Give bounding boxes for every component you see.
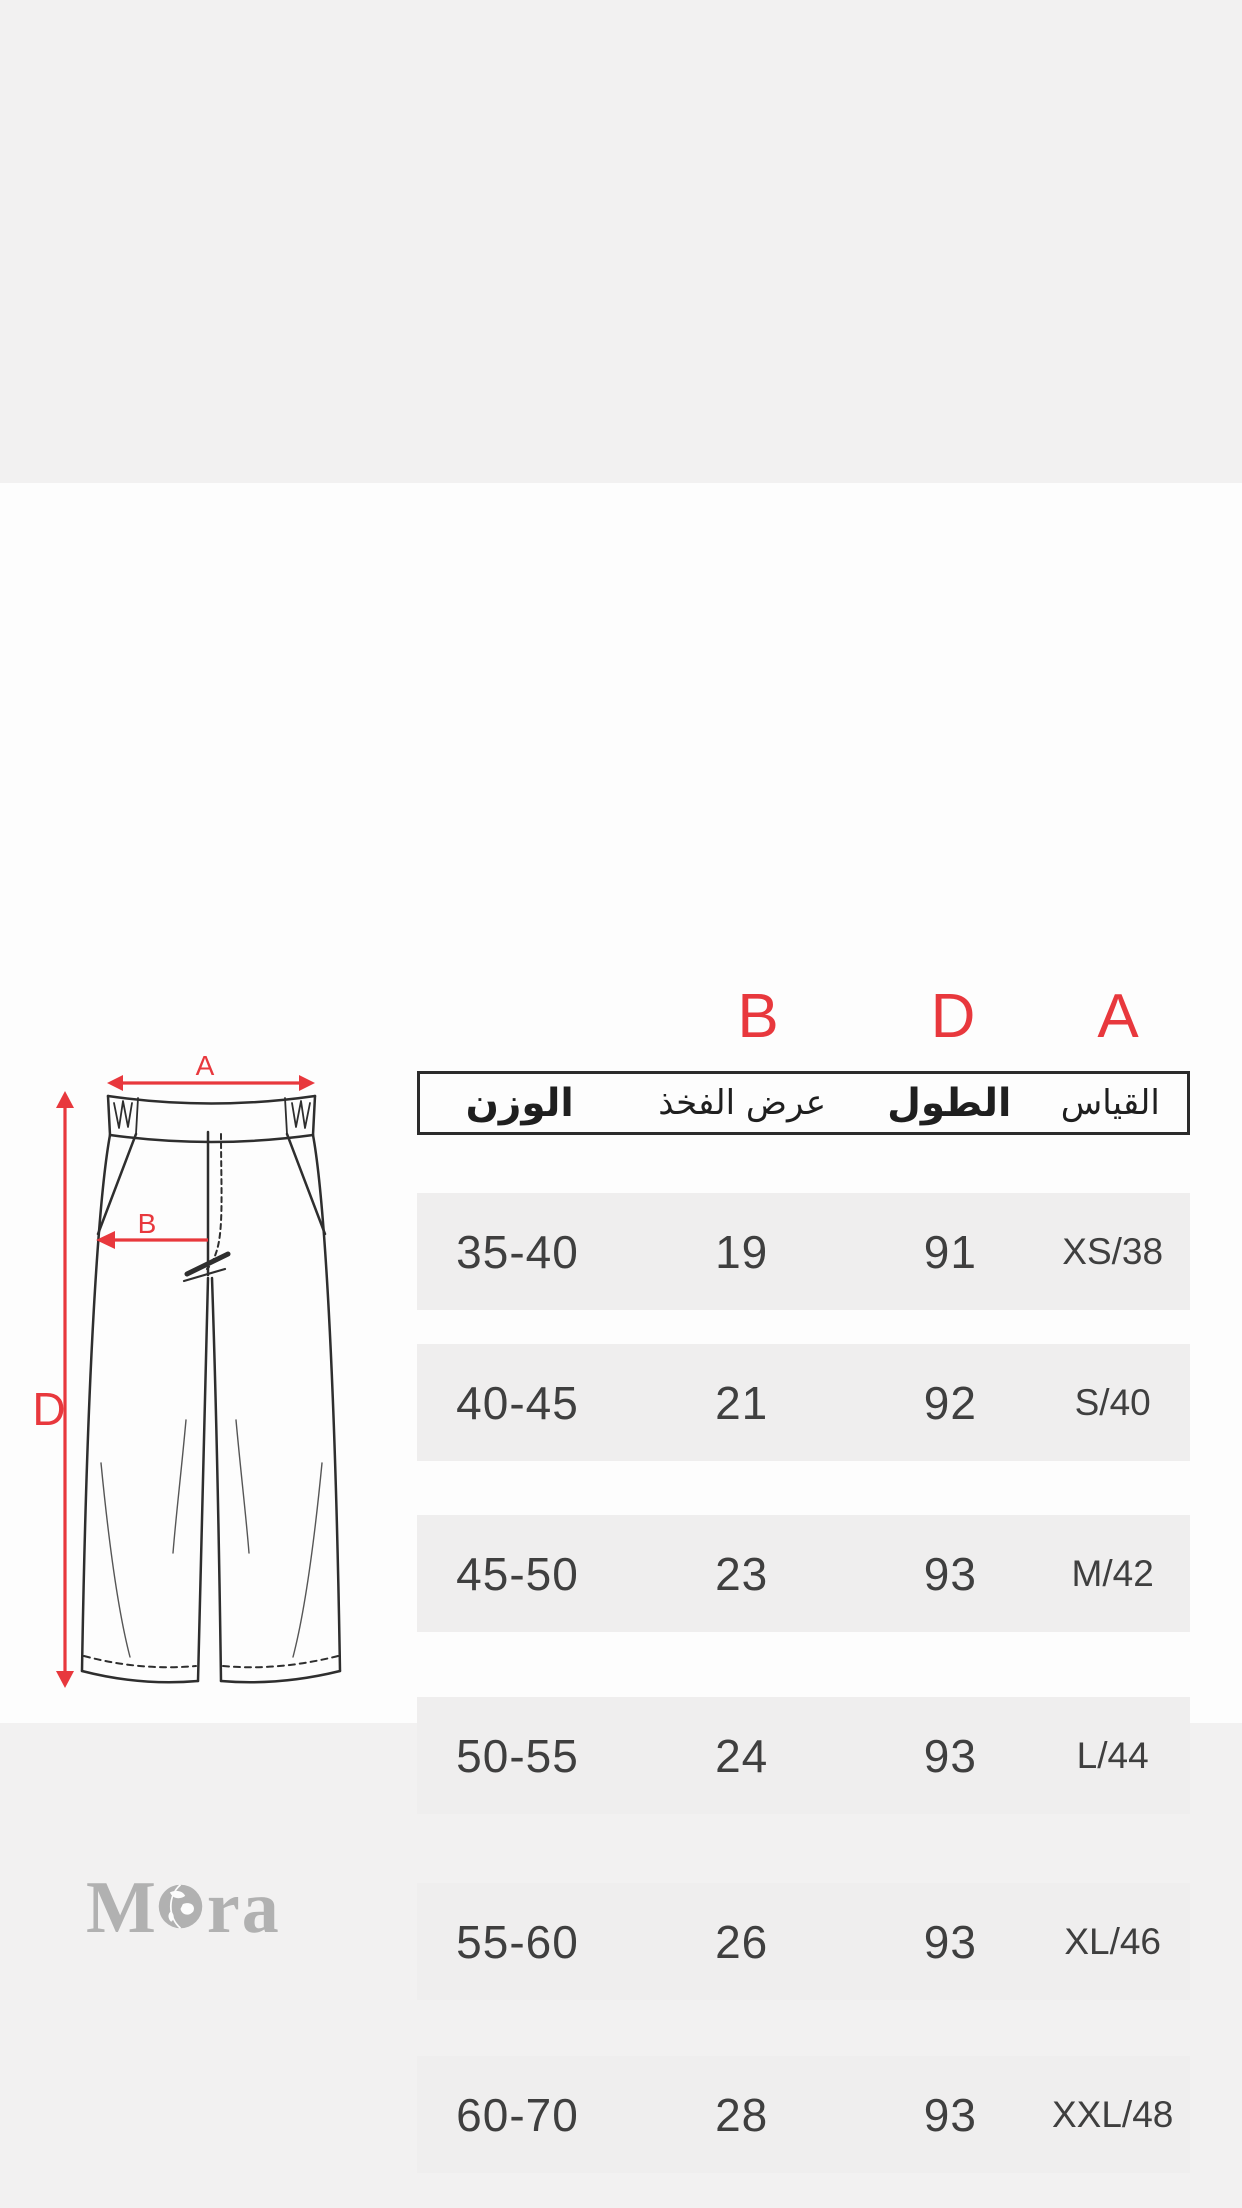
waistband-seam-left [136,1098,138,1134]
cell-weight: 35-40 [456,1225,579,1278]
waist-arrowhead-right [299,1075,315,1091]
left-hem [82,1671,198,1682]
table-row [417,1193,1190,1310]
waist-arrowhead-left [107,1075,123,1091]
brand-logo [86,1867,281,1949]
waistband-seam-right [285,1098,287,1134]
table-row [417,2056,1190,2173]
table-row [417,1515,1190,1632]
header-weight: الوزن [465,1080,574,1126]
length-arrowhead-top [56,1091,74,1108]
column-letter-d: D [930,982,976,1051]
right-hem [221,1671,340,1682]
cell-thigh-width: 23 [715,1547,769,1600]
table-row [417,1883,1190,2000]
cell-length: 93 [923,1547,977,1600]
cell-weight: 55-60 [456,1915,579,1968]
cell-weight: 45-50 [456,1547,579,1600]
left-hem-stitch-dashed [84,1656,196,1667]
cell-length: 92 [923,1376,977,1429]
table-row [417,1697,1190,1814]
diagram-label-d: D [32,1383,66,1435]
waistband-left-edge [108,1096,110,1135]
cell-length: 93 [923,1729,977,1782]
cell-size: XXL/48 [1051,2093,1174,2135]
cell-weight: 40-45 [456,1376,579,1429]
header-length: الطول [887,1080,1012,1126]
table-header-row [417,1071,1190,1135]
waistband-bottom [110,1135,313,1142]
header-thigh-width: عرض الفخذ [658,1083,826,1123]
table-row [417,1344,1190,1461]
globe-icon [157,1883,204,1934]
diagram-label-b: B [137,1208,157,1239]
cell-length: 93 [923,2088,977,2141]
cell-thigh-width: 21 [715,1376,769,1429]
measure-arrows [56,1075,315,1688]
cell-thigh-width: 28 [715,2088,769,2141]
waistband-top [108,1096,315,1104]
fabric-creases [101,1420,322,1657]
cell-thigh-width: 19 [715,1225,769,1278]
cell-size: L/44 [1076,1734,1149,1776]
pants-outline [82,1096,340,1682]
column-letter-a: A [1097,982,1139,1051]
cell-length: 91 [923,1225,977,1278]
cell-weight: 50-55 [456,1729,579,1782]
elastic-zigzag-right [292,1101,310,1128]
cell-thigh-width: 24 [715,1729,769,1782]
brand-letter-m: M [86,1867,156,1949]
cell-thigh-width: 26 [715,1915,769,1968]
cell-size: XS/38 [1062,1230,1164,1272]
cell-length: 93 [923,1915,977,1968]
header-size: القياس [1060,1083,1160,1123]
cell-size: M/42 [1071,1552,1154,1594]
pants-diagram [32,1035,365,1735]
content-panel [0,483,1242,2141]
cell-size: XL/46 [1064,1920,1162,1962]
right-hem-stitch-dashed [223,1656,338,1667]
diagram-label-a: A [195,1050,215,1081]
waistband-right-edge [313,1096,315,1135]
right-inseam [212,1278,221,1681]
brand-letters-ra: ra [206,1867,281,1949]
cell-size: S/40 [1074,1381,1151,1423]
length-arrowhead-bottom [56,1671,74,1688]
elastic-zigzag-left [114,1101,132,1128]
column-letter-b: B [737,982,779,1051]
left-inseam [198,1278,208,1681]
cell-weight: 60-70 [456,2088,579,2141]
